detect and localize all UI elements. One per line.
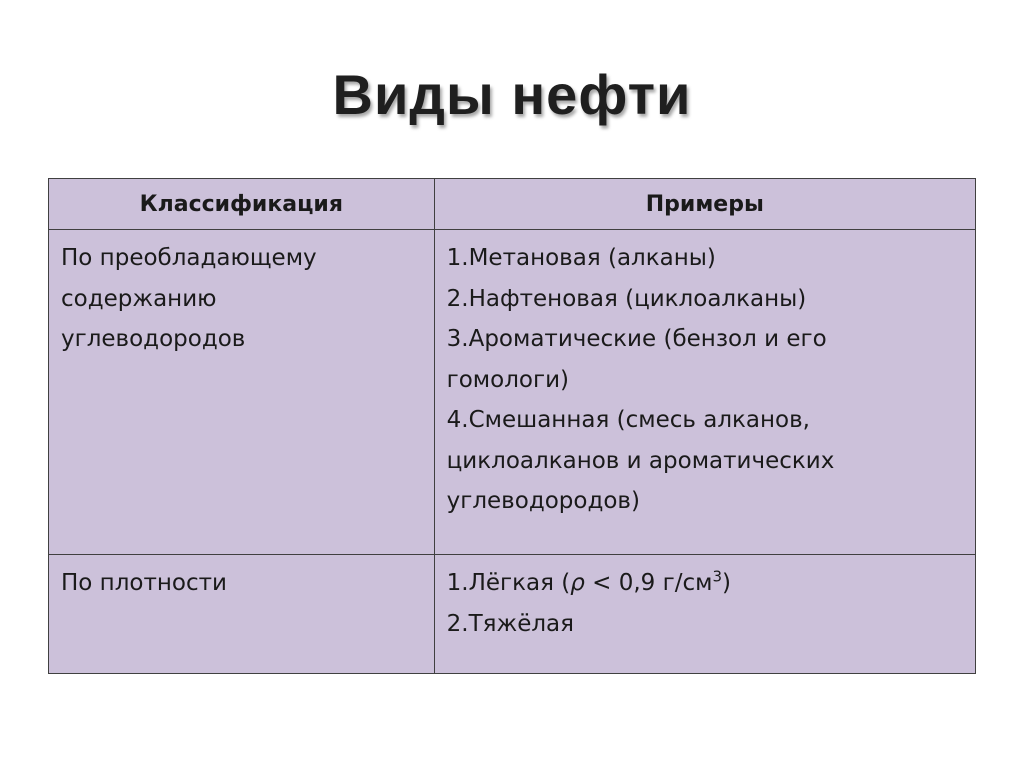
header-examples: Примеры: [434, 179, 975, 230]
light-suffix: ): [722, 570, 731, 596]
table-row: [49, 230, 976, 555]
oil-types-table: [48, 178, 976, 674]
example-line: 4.Смешанная (смесь алканов,: [446, 407, 810, 433]
examples-cell: [434, 230, 975, 555]
light-value: < 0,9 г/см: [584, 570, 713, 596]
example-line: углеводородов): [446, 488, 640, 514]
classification-cell: [49, 230, 435, 555]
unit-superscript: 3: [712, 567, 723, 586]
example-line: 2.Нафтеновая (циклоалканы): [446, 285, 807, 312]
classification-line: содержанию: [61, 285, 217, 312]
classification-line: углеводородов: [61, 326, 246, 352]
example-line-light: [447, 563, 963, 604]
example-line: гомологи): [446, 366, 569, 393]
example-line: циклоалканов и ароматических: [446, 447, 835, 474]
example-line-heavy: 2.Тяжёлая: [446, 610, 574, 637]
table-row: [49, 555, 976, 674]
light-prefix: 1.Лёгкая (: [446, 570, 571, 596]
density-symbol: ρ: [570, 570, 585, 596]
classification-cell: [49, 555, 435, 674]
table-header-row: [49, 179, 976, 230]
classification-line: По преобладающему: [61, 245, 317, 271]
example-line: 1.Метановая (алканы): [446, 245, 716, 271]
slide-title: Виды нефти: [332, 63, 692, 126]
classification-line: По плотности: [61, 570, 227, 596]
example-line: 3.Ароматические (бензол и его: [446, 326, 827, 352]
examples-cell: [434, 555, 975, 674]
header-classification: Классификация: [49, 179, 435, 230]
